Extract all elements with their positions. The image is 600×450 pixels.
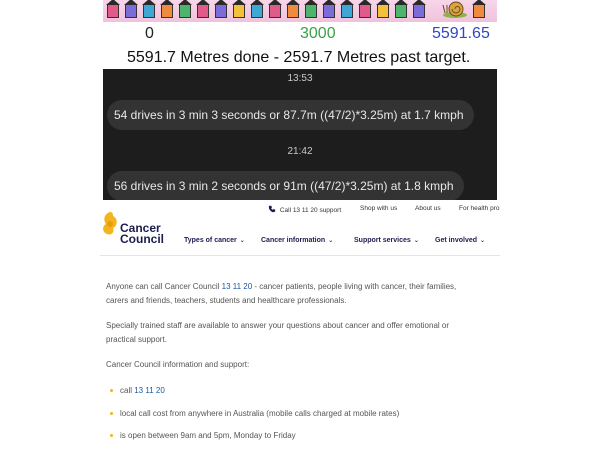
chevron-down-icon: ⌄ [413,238,419,244]
utility-call-link[interactable] [268,205,341,214]
nav-label: Get involved [435,237,478,244]
paragraph-staff: Specially trained staff are available to answer your questions about cancer and offer emotional or [106,321,450,330]
chat-message[interactable]: 56 drives in 3 min 2 seconds or 91m ((47/2)*3.25m) at 1.8 kmph [107,171,464,200]
house-icon [473,4,485,18]
utility-call-label: Call 13 11 20 support [279,207,342,214]
paragraph-call-line-2: carers and friends, teachers, students and healthcare professionals. [106,296,347,305]
phone-link[interactable]: 13 11 20 [134,386,165,395]
progress-current-value: 5591.65 [432,25,490,42]
logo-line-1: Cancer [120,221,161,235]
chat-message[interactable]: 54 drives in 3 min 3 seconds or 87.7m ((47/2)*3.25m) at 1.7 kmph [107,100,474,130]
cancer-council-logo[interactable] [100,210,170,246]
logo-text [120,223,164,245]
utility-health-link[interactable]: For health pro [459,205,500,212]
house-icon [179,4,191,18]
phone-icon [268,205,276,213]
house-icon [359,4,371,18]
house-icon [107,4,119,18]
progress-target-value: 3000 [300,25,336,42]
text: Anyone can call Cancer Council [106,282,222,291]
progress-start-value: 0 [145,25,154,42]
list-item: local call cost from anywhere in Australia (mobile calls charged at mobile rates) [120,407,500,421]
list-item: is open between 9am and 5pm, Monday to Friday [120,429,500,443]
paragraph-info-heading: Cancer Council information and support: [106,360,250,369]
nav-types-of-cancer[interactable] [184,237,245,244]
house-icon [413,4,425,18]
chevron-down-icon: ⌄ [480,238,486,244]
nav-label: Cancer information [261,237,326,244]
game-screenshot [103,0,497,200]
house-icon [269,4,281,18]
house-icon [287,4,299,18]
house-icon [215,4,227,18]
nav-label: Types of cancer [184,237,237,244]
utility-about-link[interactable]: About us [415,205,441,212]
daffodil-icon [100,210,120,238]
house-icon [251,4,263,18]
snail-icon [442,0,468,18]
logo-line-2: Council [120,232,164,246]
houses-strip [103,0,497,23]
house-icon [161,4,173,18]
nav-cancer-information[interactable] [261,237,333,244]
progress-summary [103,45,497,71]
house-icon [323,4,335,18]
message-timestamp: 21:42 [287,146,313,157]
phone-link[interactable]: 13 11 20 [221,282,253,291]
text: - cancer patients, people living with cancer, their families, [252,282,457,291]
cancer-council-page [100,200,500,450]
chevron-down-icon: ⌄ [328,238,334,244]
paragraph-call [106,280,490,294]
utility-shop-link[interactable]: Shop with us [360,205,398,212]
house-icon [233,4,245,18]
house-icon [125,4,137,18]
house-icon [395,4,407,18]
header-divider [100,255,500,256]
nav-label: Support services [354,237,411,244]
house-icon [377,4,389,18]
house-icon [341,4,353,18]
nav-support-services[interactable] [354,237,419,244]
nav-get-involved[interactable] [435,237,485,244]
house-icon [197,4,209,18]
message-timestamp: 13:53 [287,73,313,84]
summary-text: 5591.7 Metres done - 2591.7 Metres past target. [127,49,471,66]
list-item [120,384,500,398]
house-icon [143,4,155,18]
house-icon [305,4,317,18]
chevron-down-icon: ⌄ [239,238,245,244]
paragraph-staff-line-2: practical support. [106,335,167,344]
text: call [120,386,135,395]
progress-row [103,22,497,46]
chat-panel [103,69,497,200]
